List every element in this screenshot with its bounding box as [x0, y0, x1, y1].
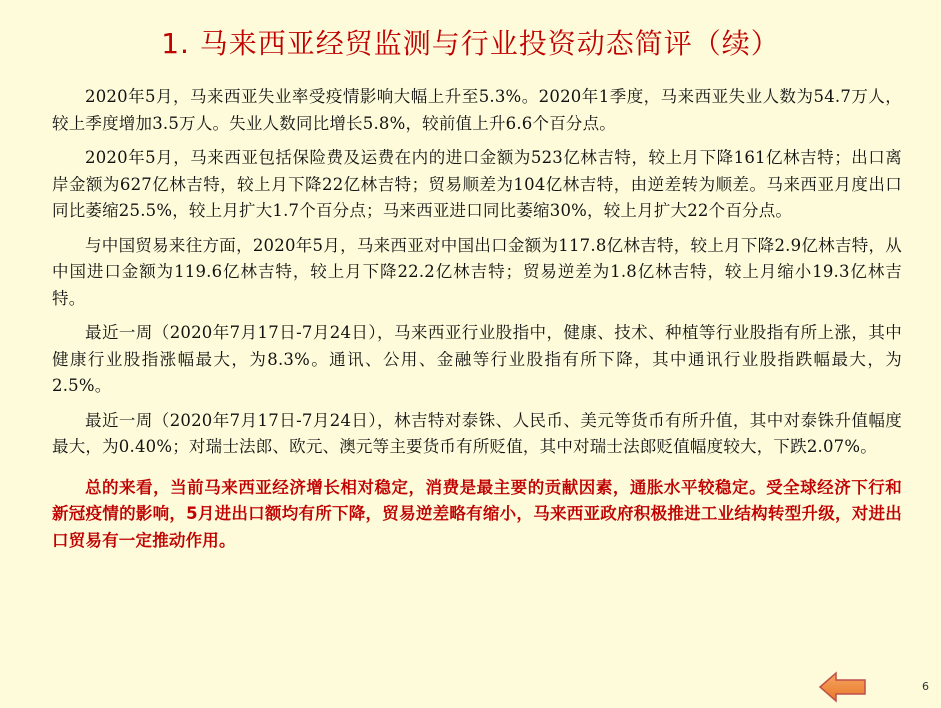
- page-number: 6: [922, 680, 929, 693]
- paragraph-china-trade: 与中国贸易来往方面，2020年5月，马来西亚对中国出口金额为117.8亿林吉特，较上月下降2.9亿林吉特，从中国进口金额为119.6亿林吉特，较上月下降22.2亿林吉特；贸易逆差为1.8亿林吉特，较上月缩小19.3亿林吉特。: [52, 235, 902, 308]
- paragraph-currency: 最近一周（2020年7月17日-7月24日），林吉特对泰铢、人民币、美元等货币有所升值，其中对泰铢升值幅度最大，为0.40%；对瑞士法郎、欧元、澳元等主要货币有所贬值，其中对瑞士法郎贬值幅度较大，下跌2.07%。: [52, 410, 902, 456]
- summary-paragraph: 总的来看，当前马来西亚经济增长相对稳定，消费是最主要的贡献因素，通胀水平较稳定。受全球经济下行和新冠疫情的影响，5月进出口额均有所下降，贸易逆差略有缩小，马来西亚政府积极推进工业结构转型升级，对进出口贸易有一定推动作用。: [52, 477, 902, 550]
- back-button[interactable]: [818, 670, 868, 704]
- page-title: 1. 马来西亚经贸监测与行业投资动态简评（续）: [161, 27, 780, 60]
- content-body: [52, 84, 902, 562]
- paragraph-stock-index: 最近一周（2020年7月17日-7月24日），马来西亚行业股指中，健康、技术、种植等行业股指有所上涨，其中健康行业股指涨幅最大，为8.3%。通讯、公用、金融等行业股指有所下降，其中通讯行业股指跌幅最大，为2.5%。: [52, 323, 902, 395]
- paragraph-trade: 2020年5月，马来西亚包括保险费及运费在内的进口金额为523亿林吉特，较上月下降161亿林吉特；出口离岸金额为627亿林吉特，较上月下降22亿林吉特；贸易顺差为104亿林吉特，由逆差转为顺差。马来西亚月度出口同比萎缩25.5%，较上月扩大1.7个百分点；马来西亚进口同比萎缩30%，较上月扩大22个百分点。: [52, 148, 902, 220]
- paragraph-unemployment: 2020年5月，马来西亚失业率受疫情影响大幅上升至5.3%。2020年1季度，马来西亚失业人数为54.7万人，较上季度增加3.5万人。失业人数同比增长5.8%，较前值上升6.6个百分点。: [52, 87, 902, 133]
- left-arrow-icon: [818, 670, 868, 704]
